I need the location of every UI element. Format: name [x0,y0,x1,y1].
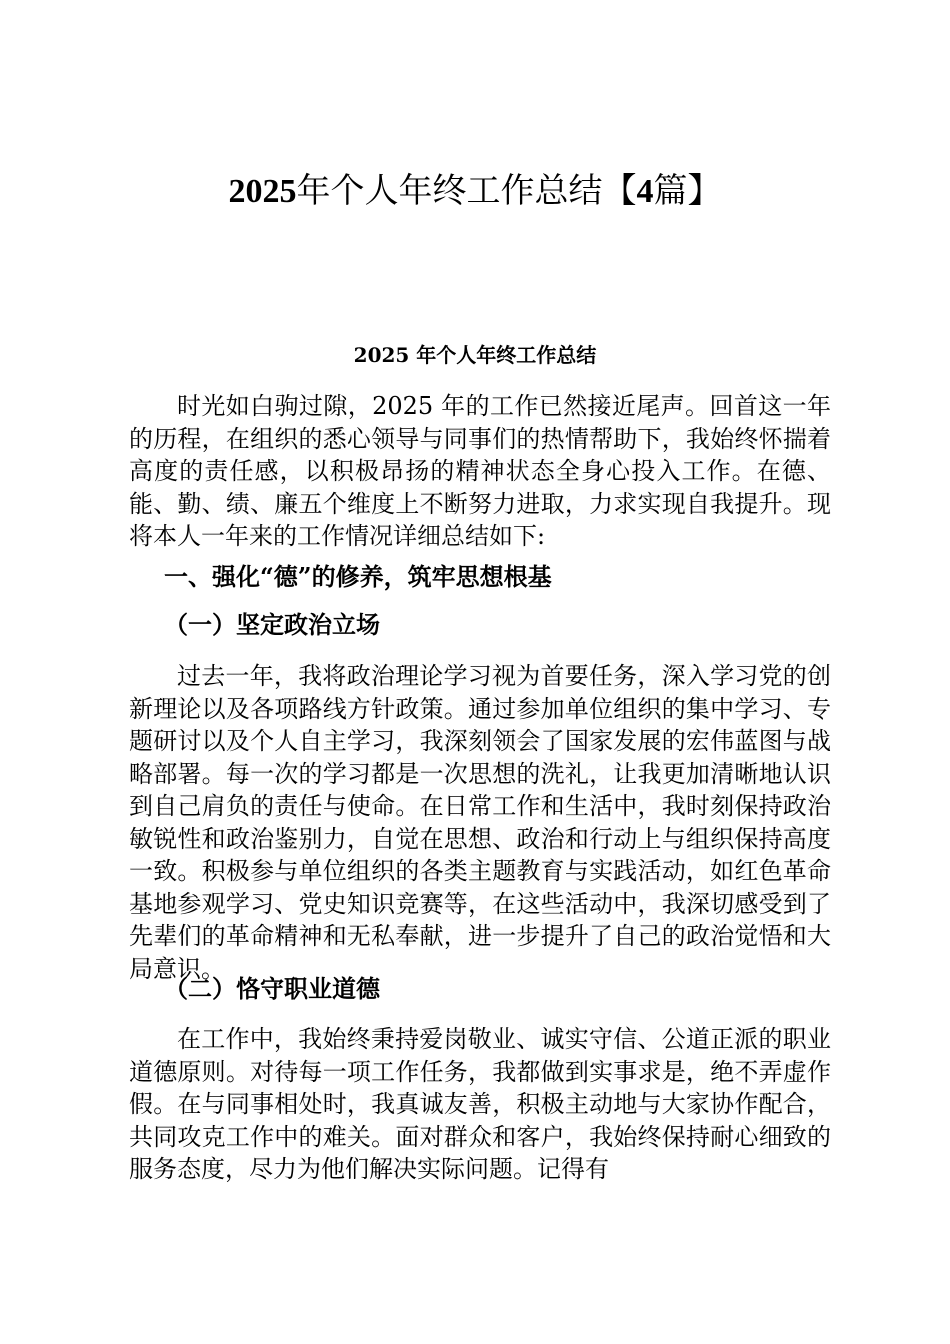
subsection-heading: （一）坚定政治立场 [164,610,380,639]
body-paragraph: 过去一年，我将政治理论学习视为首要任务，深入学习党的创新理论以及各项路线方针政策。通过参加单位组织的集中学习、专题研讨以及个人自主学习，我深刻领会了国家发展的宏伟蓝图与战略部署。每一次的学习都是一次思想的洗礼，让我更加清晰地认识到自己肩负的责任与使命。在日常工作和生活中，我时刻保持政治敏锐性和政治鉴别力，自觉在思想、政治和行动上与组织保持高度一致。积极参与单位组织的各类主题教育与实践活动，如红色革命基地参观学习、党史知识竞赛等，在这些活动中，我深切感受到了先辈们的革命精神和无私奉献，进一步提升了自己的政治觉悟和大局意识。 [129,662,831,983]
document-title [0,168,950,216]
section-heading: 一、强化“德”的修养，筑牢思想根基 [164,562,552,591]
subsection-body [129,660,831,985]
intro-paragraph: 时光如白驹过隙，2025 年的工作已然接近尾声。回首这一年的历程，在组织的悉心领导与同事们的热情帮助下，我始终怀揣着高度的责任感，以积极昂扬的精神状态全身心投入工作。在德、能、勤、绩、廉五个维度上不断努力进取，力求实现自我提升。现将本人一年来的工作情况详细总结如下: [129,392,831,550]
intro-section [129,390,831,553]
title-count: 4 [636,173,654,210]
subsection-body [129,1023,831,1186]
body-paragraph: 在工作中，我始终秉持爱岗敬业、诚实守信、公道正派的职业道德原则。对待每一项工作任务，我都做到实事求是，绝不弄虚作假。在与同事相处时，我真诚友善，积极主动地与大家协作配合，共同攻克工作中的难关。面对群众和客户，我始终保持耐心细致的服务态度，尽力为他们解决实际问题。记得有 [129,1025,831,1183]
title-suffix: 篇】 [653,173,722,210]
document-subtitle: 2025 年个人年终工作总结 [353,343,597,367]
title-text: 年个人年终工作总结【 [296,173,637,210]
title-year: 2025 [228,173,297,210]
subsection-heading: （二）恪守职业道德 [164,974,380,1003]
